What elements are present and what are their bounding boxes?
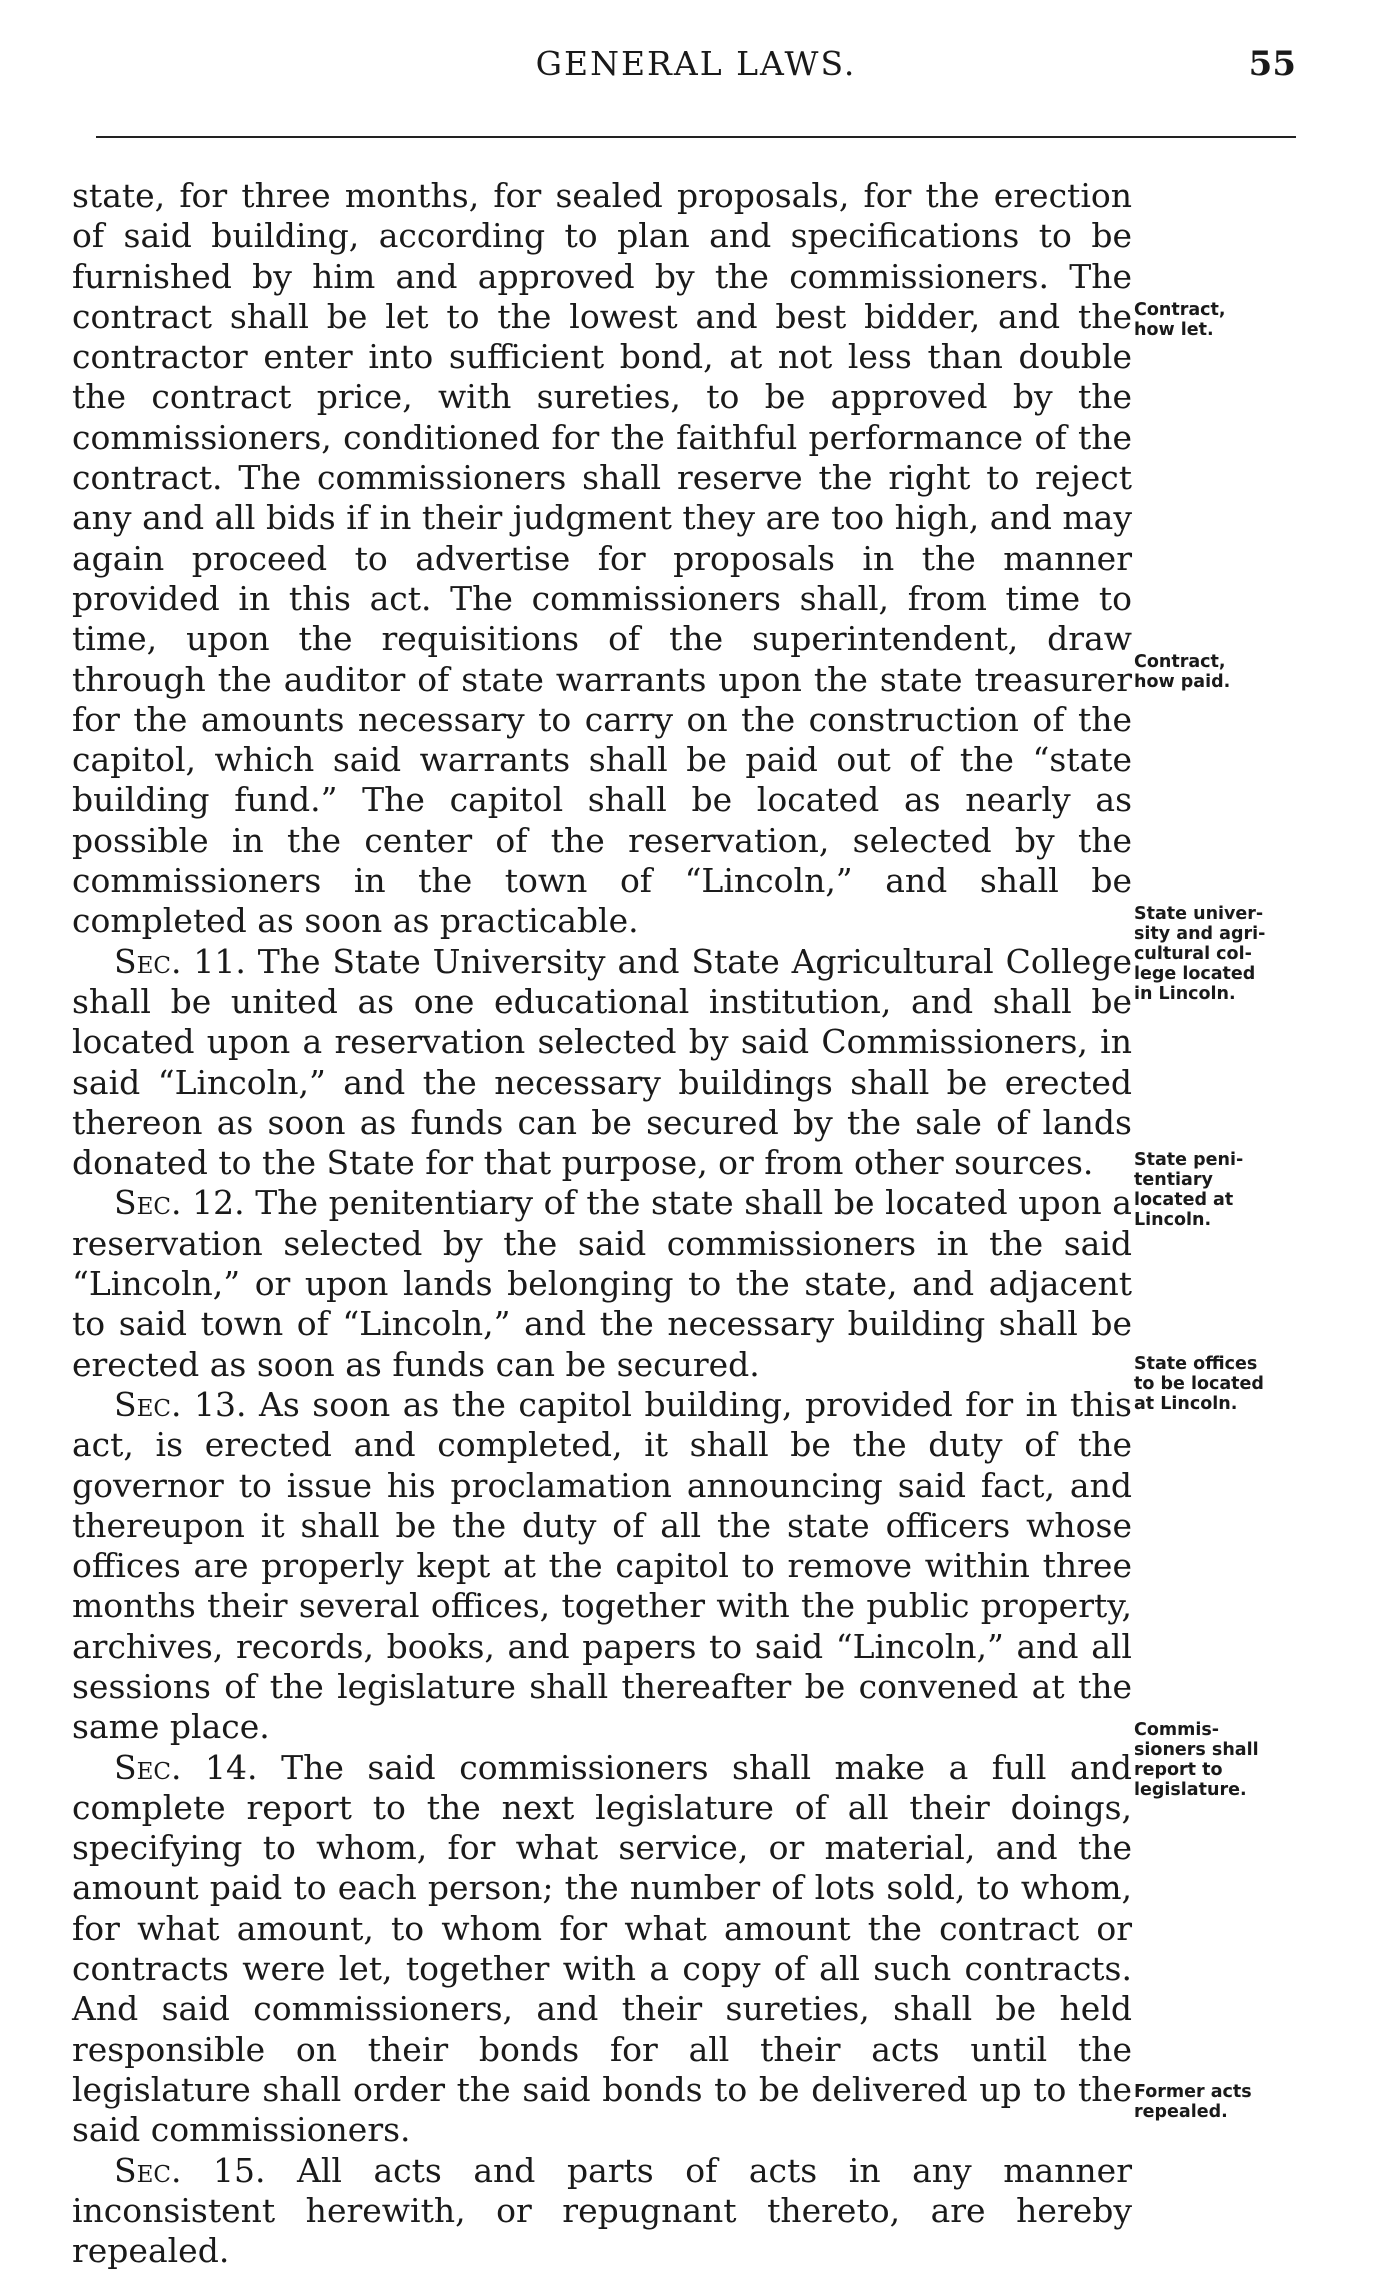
running-title: GENERAL LAWS.	[535, 44, 857, 83]
section-text: All acts and parts of acts in any manner inconsistent herewith, or repugnant thereto, are hereby repealed.	[72, 2150, 1132, 2271]
section-label: Sec. 13.	[114, 1384, 247, 1424]
section-label: Sec. 15.	[114, 2150, 266, 2190]
paragraph-text: state, for three months, for sealed proposals, for the erection of said building, according to plan and specifications to be furnished by him and approved by the commissioners. The contract shall be let to the lowest and best bidder, and the contractor enter into sufficient bond, at not less than double the contract price, with sureties, to be approved by the commissioners, conditioned for the faithful performance of the contract. The commissioners shall reserve the right to reject any and all bids if in their judgment they are too high, and may again proceed to advertise for proposals in the manner provided in this act. The commissioners shall, from time to time, upon the requisitions of the superintendent, draw through the auditor of state warrants upon the state treasurer for the amounts necessary to carry on the construction of the capitol, which said warrants shall be paid out of the “state building fund.” The capitol shall be located as nearly as possible in the center of the reservation, selected by the commissioners in the town of “Lincoln,” and shall be completed as soon as practicable.	[72, 176, 1132, 941]
section-text: As soon as the capitol building, provided for in this act, is erected and completed, it shall be the duty of the governor to issue his proclamation announcing said fact, and thereupon it shall be the duty of all the state officers whose offices are properly kept at the capitol to remove within three months their several offices, together with the public property, archives, records, books, and papers to said “Lincoln,” and all sessions of the legislature shall thereafter be convened at the same place.	[72, 1384, 1132, 1747]
section-label: Sec. 11.	[114, 941, 246, 981]
page-number: 55	[1248, 44, 1296, 84]
margin-note-repealed: Former acts repealed.	[1134, 2082, 1252, 2122]
margin-note-penitentiary: State peni- tentiary located at Lincoln.	[1134, 1150, 1244, 1230]
body-text	[72, 176, 1132, 2271]
section-11	[72, 942, 1132, 1184]
margin-note-contract-let: Contract, how let.	[1134, 300, 1226, 340]
section-label: Sec. 12.	[114, 1183, 245, 1223]
section-14	[72, 1748, 1132, 2151]
section-12	[72, 1183, 1132, 1384]
section-label: Sec. 14.	[114, 1747, 258, 1787]
section-text: The State University and State Agricultural College shall be united as one educational institution, and shall be located upon a reservation selected by said Commissioners, in said “Lincoln,” and the necessary buildings shall be erected thereon as soon as funds can be secured by the sale of lands donated to the State for that purpose, or from other sources.	[72, 941, 1132, 1183]
margin-note-state-offices: State offices to be located at Lincoln.	[1134, 1354, 1264, 1414]
margin-note-commissioners-report: Commis- sioners shall report to legislature.	[1134, 1720, 1259, 1800]
section-15	[72, 2151, 1132, 2271]
paragraph-continuation	[72, 176, 1132, 942]
margin-note-contract-paid: Contract, how paid.	[1134, 652, 1231, 692]
page-header	[96, 44, 1296, 90]
section-text: The penitentiary of the state shall be located upon a reservation selected by the said commissioners in the said “Lincoln,” or upon lands belonging to the state, and adjacent to said town of “Lincoln,” and the necessary building shall be erected as soon as funds can be secured.	[72, 1183, 1132, 1384]
section-13	[72, 1385, 1132, 1748]
header-rule	[96, 136, 1296, 138]
margin-note-university: State univer- sity and agri- cultural col- lege located in Lincoln.	[1134, 904, 1266, 1004]
section-text: The said commissioners shall make a full and complete report to the next legislature of all their doings, specifying to whom, for what service, or material, and the amount paid to each person; the number of lots sold, to whom, for what amount, to whom for what amount the contract or contracts were let, together with a copy of all such contracts. And said commissioners, and their sureties, shall be held responsible on their bonds for all their acts until the legislature shall order the said bonds to be delivered up to the said commissioners.	[72, 1747, 1132, 2150]
